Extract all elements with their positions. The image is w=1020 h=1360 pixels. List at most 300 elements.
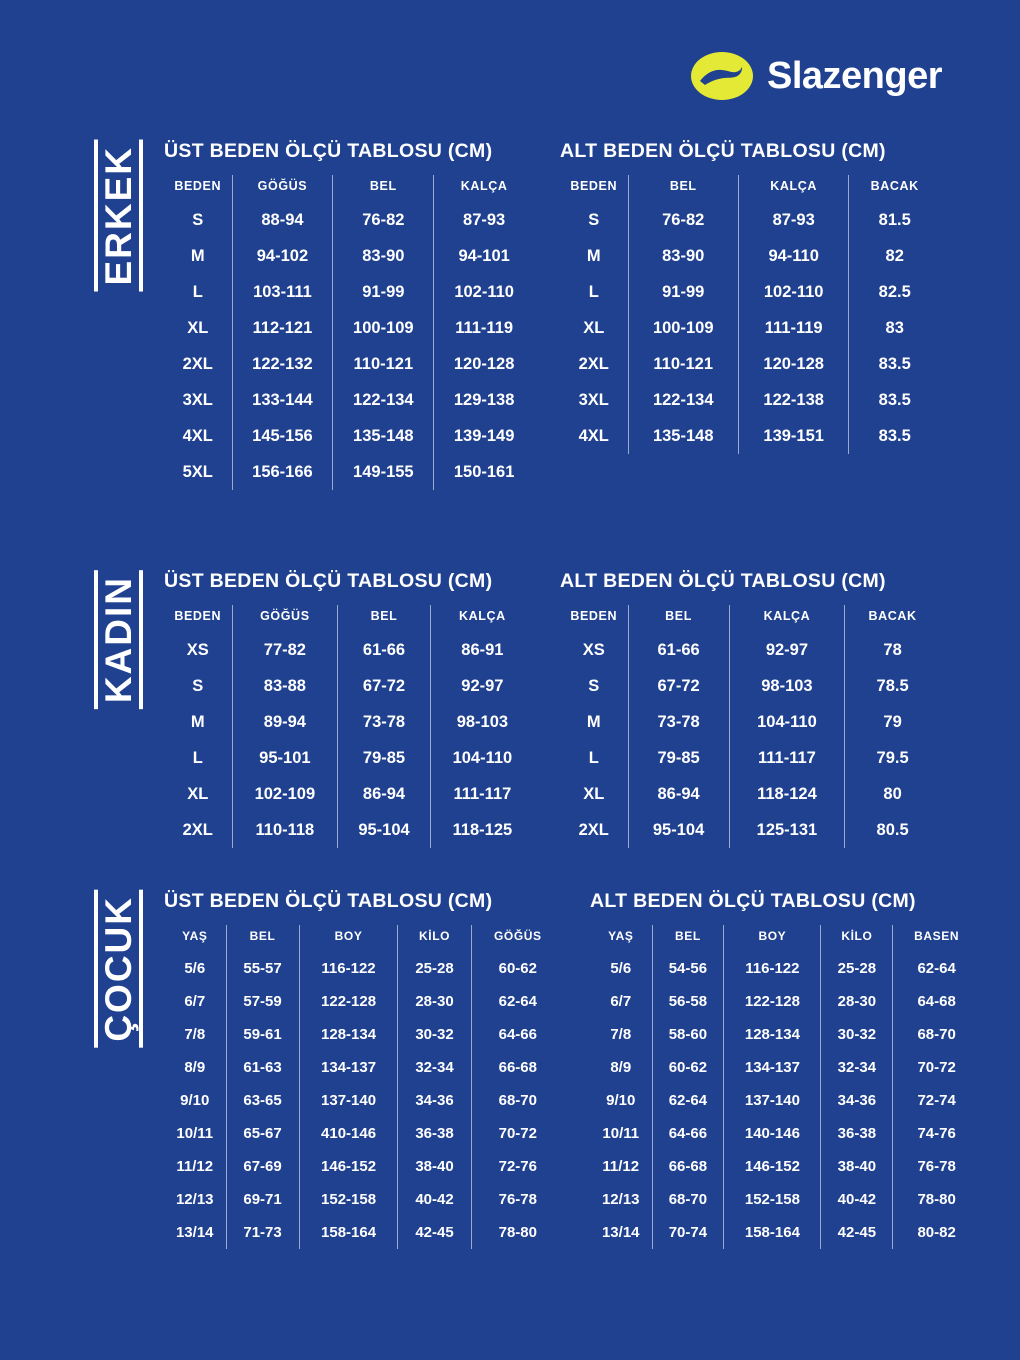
size-cell: XL — [187, 318, 209, 337]
column-header: BEDEN — [570, 179, 618, 193]
measurement-cell: 76-78 — [471, 1183, 564, 1216]
cocuk-ust-table-wrap — [164, 890, 564, 1249]
table-row — [590, 985, 980, 1018]
size-cell: S — [588, 210, 600, 229]
measurement-cell: 110-121 — [333, 346, 434, 382]
kadin-ust-table-wrap — [164, 570, 534, 848]
column-header: BACAK — [845, 605, 940, 632]
brand-name: Slazenger — [766, 54, 942, 97]
table-row — [164, 952, 564, 985]
measurement-cell: 128-134 — [299, 1018, 398, 1051]
measurement-cell: 60-62 — [652, 1051, 724, 1084]
measurement-cell: 40-42 — [821, 1183, 893, 1216]
measurement-cell: 152-158 — [299, 1183, 398, 1216]
measurement-cell: 76-78 — [893, 1150, 980, 1183]
measurement-cell: 152-158 — [724, 1183, 821, 1216]
table-row — [164, 346, 534, 382]
measurement-cell: 125-131 — [729, 812, 845, 848]
measurement-cell: 140-146 — [724, 1117, 821, 1150]
measurement-cell: 78.5 — [845, 668, 940, 704]
measurement-cell: 100-109 — [628, 310, 738, 346]
table-row — [560, 418, 940, 454]
size-cell: 7/8 — [610, 1026, 632, 1043]
table-row — [164, 238, 534, 274]
measurement-cell: 67-69 — [226, 1150, 299, 1183]
column-header: KALÇA — [430, 605, 534, 632]
measurement-cell: 32-34 — [821, 1051, 893, 1084]
table-header-row — [590, 925, 980, 952]
measurement-cell: 94-101 — [434, 238, 534, 274]
measurement-cell: 122-134 — [333, 382, 434, 418]
size-cell: 10/11 — [176, 1125, 214, 1142]
measurement-cell: 68-70 — [893, 1018, 980, 1051]
kadin-alt-table — [560, 605, 940, 848]
measurement-cell: 34-36 — [821, 1084, 893, 1117]
measurement-cell: 79 — [845, 704, 940, 740]
size-cell: M — [190, 246, 205, 265]
size-cell: M — [190, 712, 205, 731]
erkek-ust-table-wrap — [164, 140, 534, 490]
table-row — [590, 1084, 980, 1117]
measurement-cell: 73-78 — [628, 704, 729, 740]
measurement-cell: 67-72 — [628, 668, 729, 704]
column-header: BASEN — [893, 925, 980, 952]
column-header: BEDEN — [174, 179, 222, 193]
table-row — [164, 740, 534, 776]
measurement-cell: 134-137 — [299, 1051, 398, 1084]
measurement-cell: 80 — [845, 776, 940, 812]
measurement-cell: 77-82 — [232, 632, 338, 668]
measurement-cell: 55-57 — [226, 952, 299, 985]
measurement-cell: 104-110 — [430, 740, 534, 776]
size-cell: 5XL — [182, 462, 213, 481]
measurement-cell: 88-94 — [232, 202, 333, 238]
table-row — [164, 776, 534, 812]
measurement-cell: 92-97 — [430, 668, 534, 704]
kadin-ust-title: ÜST BEDEN ÖLÇÜ TABLOSU (CM) — [164, 570, 493, 592]
size-cell: S — [192, 210, 204, 229]
size-cell: 11/12 — [602, 1158, 640, 1175]
measurement-cell: 65-67 — [226, 1117, 299, 1150]
table-row — [164, 704, 534, 740]
size-cell: 13/14 — [601, 1224, 640, 1241]
table-row — [560, 202, 940, 238]
size-cell: S — [192, 676, 204, 695]
measurement-cell: 122-128 — [299, 985, 398, 1018]
measurement-cell: 73-78 — [338, 704, 431, 740]
measurement-cell: 28-30 — [821, 985, 893, 1018]
size-cell: XS — [582, 640, 605, 659]
size-cell: 8/9 — [610, 1059, 632, 1076]
measurement-cell: 120-128 — [434, 346, 534, 382]
size-cell: L — [588, 748, 599, 767]
measurement-cell: 98-103 — [729, 668, 845, 704]
measurement-cell: 86-91 — [430, 632, 534, 668]
measurement-cell: 139-149 — [434, 418, 534, 454]
measurement-cell: 42-45 — [398, 1216, 471, 1249]
table-row — [164, 1084, 564, 1117]
column-header: KALÇA — [738, 175, 848, 202]
measurement-cell: 83-90 — [628, 238, 738, 274]
measurement-cell: 57-59 — [226, 985, 299, 1018]
column-header: KALÇA — [434, 175, 534, 202]
table-row — [164, 202, 534, 238]
size-cell: XS — [186, 640, 209, 659]
size-cell: XL — [187, 784, 209, 803]
measurement-cell: 25-28 — [398, 952, 471, 985]
measurement-cell: 103-111 — [232, 274, 333, 310]
size-cell: 4XL — [578, 426, 609, 445]
measurement-cell: 61-66 — [628, 632, 729, 668]
measurement-cell: 86-94 — [628, 776, 729, 812]
measurement-cell: 62-64 — [652, 1084, 724, 1117]
size-cell: 3XL — [182, 390, 213, 409]
section-label-kadin — [72, 570, 164, 709]
measurement-cell: 133-144 — [232, 382, 333, 418]
measurement-cell: 111-117 — [729, 740, 845, 776]
column-header: BEL — [226, 925, 299, 952]
column-header: KİLO — [398, 925, 471, 952]
measurement-cell: 70-72 — [893, 1051, 980, 1084]
section-erkek — [72, 140, 940, 490]
table-header-row — [560, 605, 940, 632]
table-row — [164, 985, 564, 1018]
measurement-cell: 78-80 — [893, 1183, 980, 1216]
measurement-cell: 56-58 — [652, 985, 724, 1018]
measurement-cell: 150-161 — [434, 454, 534, 490]
table-row — [164, 310, 534, 346]
table-row — [560, 346, 940, 382]
measurement-cell: 62-64 — [893, 952, 980, 985]
size-cell: XL — [583, 318, 605, 337]
measurement-cell: 122-128 — [724, 985, 821, 1018]
measurement-cell: 86-94 — [338, 776, 431, 812]
size-cell: L — [192, 748, 203, 767]
measurement-cell: 66-68 — [471, 1051, 564, 1084]
measurement-cell: 94-110 — [738, 238, 848, 274]
measurement-cell: 64-68 — [893, 985, 980, 1018]
table-row — [590, 1051, 980, 1084]
table-row — [560, 382, 940, 418]
measurement-cell: 67-72 — [338, 668, 431, 704]
measurement-cell: 95-101 — [232, 740, 338, 776]
size-cell: 4XL — [182, 426, 213, 445]
size-cell: S — [588, 676, 600, 695]
table-row — [590, 1018, 980, 1051]
measurement-cell: 64-66 — [471, 1018, 564, 1051]
column-header: GÖĞÜS — [232, 605, 338, 632]
table-row — [560, 274, 940, 310]
size-cell: L — [192, 282, 203, 301]
measurement-cell: 145-156 — [232, 418, 333, 454]
measurement-cell: 30-32 — [398, 1018, 471, 1051]
size-cell: 2XL — [578, 354, 609, 373]
measurement-cell: 61-66 — [338, 632, 431, 668]
column-header: GÖĞÜS — [232, 175, 333, 202]
erkek-ust-table — [164, 175, 534, 490]
table-row — [164, 1117, 564, 1150]
column-header: YAŞ — [182, 929, 208, 943]
table-row — [164, 274, 534, 310]
measurement-cell: 78-80 — [471, 1216, 564, 1249]
measurement-cell: 158-164 — [724, 1216, 821, 1249]
brand-logo — [691, 52, 942, 100]
measurement-cell: 78 — [845, 632, 940, 668]
table-row — [164, 382, 534, 418]
cocuk-ust-title: ÜST BEDEN ÖLÇÜ TABLOSU (CM) — [164, 890, 493, 912]
measurement-cell: 137-140 — [724, 1084, 821, 1117]
size-cell: L — [588, 282, 599, 301]
erkek-alt-title: ALT BEDEN ÖLÇÜ TABLOSU (CM) — [560, 140, 886, 162]
column-header: BEL — [628, 175, 738, 202]
size-cell: 9/10 — [180, 1092, 210, 1109]
table-row — [164, 812, 534, 848]
measurement-cell: 58-60 — [652, 1018, 724, 1051]
measurement-cell: 118-125 — [430, 812, 534, 848]
table-row — [164, 454, 534, 490]
measurement-cell: 30-32 — [821, 1018, 893, 1051]
cocuk-alt-table — [590, 925, 980, 1249]
section-label-erkek — [72, 140, 164, 292]
measurement-cell: 63-65 — [226, 1084, 299, 1117]
measurement-cell: 102-110 — [434, 274, 534, 310]
column-header: KALÇA — [729, 605, 845, 632]
column-header: GÖĞÜS — [471, 925, 564, 952]
measurement-cell: 87-93 — [434, 202, 534, 238]
measurement-cell: 82 — [849, 238, 940, 274]
measurement-cell: 62-64 — [471, 985, 564, 1018]
column-header: BACAK — [849, 175, 940, 202]
measurement-cell: 111-119 — [738, 310, 848, 346]
measurement-cell: 83-88 — [232, 668, 338, 704]
kadin-alt-table-wrap — [560, 570, 940, 848]
measurement-cell: 112-121 — [232, 310, 333, 346]
measurement-cell: 83.5 — [849, 346, 940, 382]
column-header: YAŞ — [608, 929, 634, 943]
measurement-cell: 156-166 — [232, 454, 333, 490]
table-row — [560, 740, 940, 776]
measurement-cell: 54-56 — [652, 952, 724, 985]
measurement-cell: 94-102 — [232, 238, 333, 274]
section-cocuk — [72, 890, 980, 1249]
measurement-cell: 70-74 — [652, 1216, 724, 1249]
measurement-cell: 72-74 — [893, 1084, 980, 1117]
measurement-cell: 100-109 — [333, 310, 434, 346]
measurement-cell: 135-148 — [333, 418, 434, 454]
column-header: BEDEN — [174, 609, 222, 623]
measurement-cell: 83 — [849, 310, 940, 346]
measurement-cell: 122-138 — [738, 382, 848, 418]
table-row — [164, 1183, 564, 1216]
measurement-cell: 70-72 — [471, 1117, 564, 1150]
size-cell: M — [586, 246, 601, 265]
size-cell: 5/6 — [184, 960, 206, 977]
size-cell: 12/13 — [175, 1191, 214, 1208]
measurement-cell: 40-42 — [398, 1183, 471, 1216]
section-kadin — [72, 570, 940, 848]
table-row — [560, 668, 940, 704]
size-cell: 13/14 — [175, 1224, 214, 1241]
measurement-cell: 76-82 — [628, 202, 738, 238]
size-cell: XL — [583, 784, 605, 803]
measurement-cell: 129-138 — [434, 382, 534, 418]
measurement-cell: 89-94 — [232, 704, 338, 740]
measurement-cell: 111-117 — [430, 776, 534, 812]
measurement-cell: 79-85 — [628, 740, 729, 776]
measurement-cell: 71-73 — [226, 1216, 299, 1249]
measurement-cell: 80-82 — [893, 1216, 980, 1249]
size-cell: 6/7 — [184, 993, 206, 1010]
measurement-cell: 64-66 — [652, 1117, 724, 1150]
measurement-cell: 111-119 — [434, 310, 534, 346]
table-row — [590, 1216, 980, 1249]
measurement-cell: 146-152 — [299, 1150, 398, 1183]
table-row — [560, 812, 940, 848]
measurement-cell: 110-118 — [232, 812, 338, 848]
measurement-cell: 110-121 — [628, 346, 738, 382]
measurement-cell: 79.5 — [845, 740, 940, 776]
measurement-cell: 120-128 — [738, 346, 848, 382]
column-header: KİLO — [821, 925, 893, 952]
size-cell: 7/8 — [184, 1026, 206, 1043]
measurement-cell: 134-137 — [724, 1051, 821, 1084]
measurement-cell: 60-62 — [471, 952, 564, 985]
erkek-alt-table-wrap — [560, 140, 940, 490]
measurement-cell: 410-146 — [299, 1117, 398, 1150]
cocuk-alt-table-wrap — [590, 890, 980, 1249]
table-header-row — [560, 175, 940, 202]
size-cell: 2XL — [578, 820, 609, 839]
slazenger-panther-icon — [691, 52, 753, 100]
measurement-cell: 80.5 — [845, 812, 940, 848]
table-row — [164, 1018, 564, 1051]
size-cell: 11/12 — [176, 1158, 214, 1175]
measurement-cell: 95-104 — [338, 812, 431, 848]
measurement-cell: 91-99 — [628, 274, 738, 310]
measurement-cell: 83.5 — [849, 382, 940, 418]
table-row — [164, 418, 534, 454]
erkek-ust-title: ÜST BEDEN ÖLÇÜ TABLOSU (CM) — [164, 140, 493, 162]
table-row — [164, 1150, 564, 1183]
table-row — [590, 1150, 980, 1183]
kadin-alt-title: ALT BEDEN ÖLÇÜ TABLOSU (CM) — [560, 570, 886, 592]
measurement-cell: 61-63 — [226, 1051, 299, 1084]
measurement-cell: 81.5 — [849, 202, 940, 238]
table-header-row — [164, 605, 534, 632]
section-label-text: ERKEK — [94, 140, 143, 292]
table-row — [590, 1117, 980, 1150]
measurement-cell: 122-134 — [628, 382, 738, 418]
measurement-cell: 83-90 — [333, 238, 434, 274]
column-header: BEL — [333, 175, 434, 202]
table-row — [560, 704, 940, 740]
measurement-cell: 36-38 — [821, 1117, 893, 1150]
table-row — [560, 238, 940, 274]
measurement-cell: 83.5 — [849, 418, 940, 454]
size-cell: M — [586, 712, 601, 731]
measurement-cell: 118-124 — [729, 776, 845, 812]
measurement-cell: 135-148 — [628, 418, 738, 454]
measurement-cell: 32-34 — [398, 1051, 471, 1084]
size-cell: 2XL — [182, 820, 213, 839]
measurement-cell: 36-38 — [398, 1117, 471, 1150]
section-label-text: ÇOCUK — [94, 890, 143, 1048]
table-row — [590, 952, 980, 985]
column-header: BEDEN — [570, 609, 618, 623]
table-row — [560, 632, 940, 668]
size-cell: 5/6 — [610, 960, 632, 977]
size-cell: 9/10 — [606, 1092, 636, 1109]
measurement-cell: 59-61 — [226, 1018, 299, 1051]
measurement-cell: 42-45 — [821, 1216, 893, 1249]
measurement-cell: 91-99 — [333, 274, 434, 310]
measurement-cell: 28-30 — [398, 985, 471, 1018]
erkek-alt-table — [560, 175, 940, 454]
measurement-cell: 79-85 — [338, 740, 431, 776]
size-cell: 10/11 — [602, 1125, 640, 1142]
measurement-cell: 74-76 — [893, 1117, 980, 1150]
size-cell: 2XL — [182, 354, 213, 373]
measurement-cell: 68-70 — [652, 1183, 724, 1216]
column-header: BEL — [338, 605, 431, 632]
size-cell: 6/7 — [610, 993, 632, 1010]
column-header: BOY — [299, 925, 398, 952]
measurement-cell: 116-122 — [299, 952, 398, 985]
table-row — [164, 1216, 564, 1249]
measurement-cell: 92-97 — [729, 632, 845, 668]
measurement-cell: 34-36 — [398, 1084, 471, 1117]
column-header: BOY — [724, 925, 821, 952]
measurement-cell: 66-68 — [652, 1150, 724, 1183]
measurement-cell: 25-28 — [821, 952, 893, 985]
measurement-cell: 116-122 — [724, 952, 821, 985]
measurement-cell: 102-110 — [738, 274, 848, 310]
section-label-text: KADIN — [94, 570, 143, 709]
measurement-cell: 104-110 — [729, 704, 845, 740]
measurement-cell: 38-40 — [398, 1150, 471, 1183]
measurement-cell: 158-164 — [299, 1216, 398, 1249]
table-row — [560, 776, 940, 812]
measurement-cell: 87-93 — [738, 202, 848, 238]
measurement-cell: 69-71 — [226, 1183, 299, 1216]
section-label-cocuk — [72, 890, 164, 1048]
cocuk-ust-table — [164, 925, 564, 1249]
table-header-row — [164, 175, 534, 202]
table-header-row — [164, 925, 564, 952]
column-header: BEL — [628, 605, 729, 632]
measurement-cell: 139-151 — [738, 418, 848, 454]
measurement-cell: 38-40 — [821, 1150, 893, 1183]
size-cell: 3XL — [578, 390, 609, 409]
measurement-cell: 72-76 — [471, 1150, 564, 1183]
table-row — [164, 1051, 564, 1084]
table-row — [164, 668, 534, 704]
table-row — [560, 310, 940, 346]
measurement-cell: 98-103 — [430, 704, 534, 740]
measurement-cell: 149-155 — [333, 454, 434, 490]
size-cell: 8/9 — [184, 1059, 206, 1076]
measurement-cell: 122-132 — [232, 346, 333, 382]
measurement-cell: 102-109 — [232, 776, 338, 812]
size-cell: 12/13 — [601, 1191, 640, 1208]
column-header: BEL — [652, 925, 724, 952]
table-row — [590, 1183, 980, 1216]
measurement-cell: 137-140 — [299, 1084, 398, 1117]
table-row — [164, 632, 534, 668]
kadin-ust-table — [164, 605, 534, 848]
cocuk-alt-title: ALT BEDEN ÖLÇÜ TABLOSU (CM) — [590, 890, 916, 912]
measurement-cell: 146-152 — [724, 1150, 821, 1183]
